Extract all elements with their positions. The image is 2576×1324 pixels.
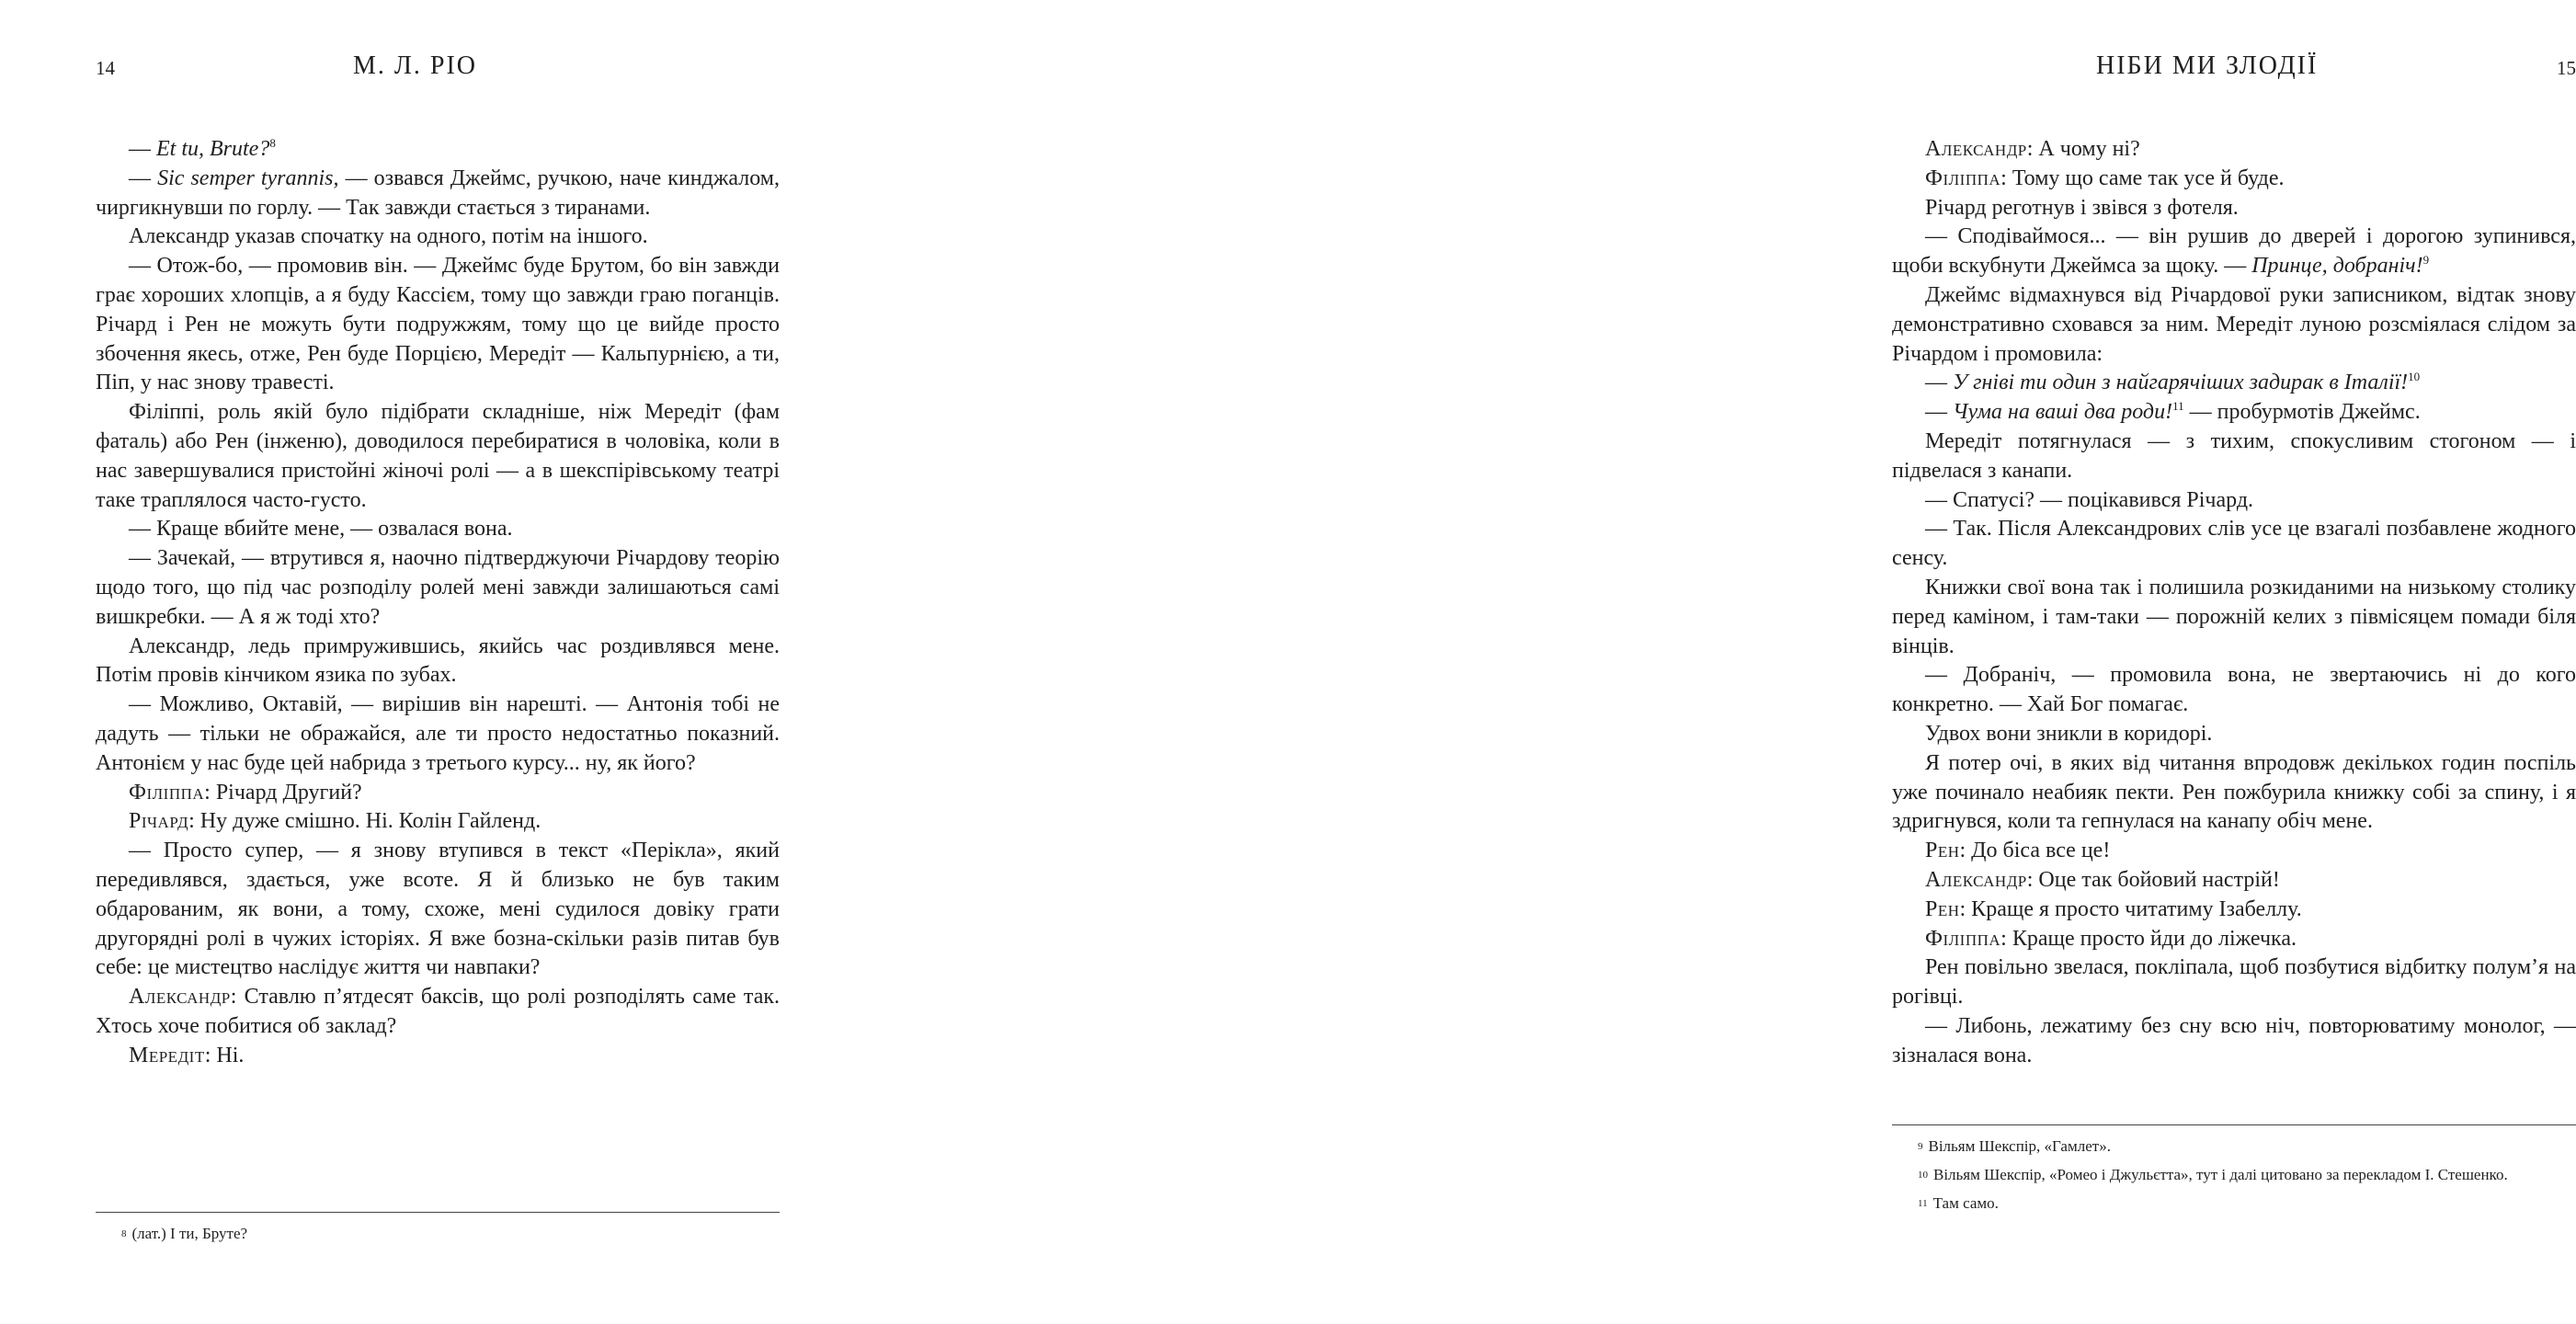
footnote-mark: 11: [1918, 1198, 1928, 1209]
text-run: —: [129, 166, 158, 190]
paragraph: [96, 135, 780, 165]
right-page-footnotes: [1892, 1132, 2576, 1217]
footnote: [1892, 1189, 2576, 1217]
right-page-header: [1892, 48, 2576, 85]
paragraph: [1892, 223, 2576, 281]
text-run: Мередіт потягнулася — з тихим, спокусливим стогоном — і підвелася з канапи.: [1892, 428, 2576, 483]
footnote-ref: 10: [2408, 370, 2421, 384]
paragraph: [96, 807, 780, 837]
page-number: 14: [96, 57, 115, 79]
right-page-body-text: [1892, 135, 2576, 1071]
paragraph: [96, 252, 780, 398]
text-run: — Так. Після Александрових слів усе це взагалі позбавлене жодного сенсу.: [1892, 517, 2576, 571]
italic-text: Sic semper tyrannis,: [157, 166, 339, 190]
italic-text: Чума на ваші два роди!: [1953, 400, 2173, 425]
running-head-book-title: НІБИ МИ ЗЛОДІЇ: [2096, 51, 2319, 80]
footnote-divider: [96, 1212, 780, 1213]
italic-text: Принце, добраніч!: [2251, 254, 2423, 279]
text-run: : Краще я просто читатиму Ізабеллу.: [1959, 896, 2302, 921]
paragraph: [1892, 896, 2576, 925]
footnote-text: Вільям Шекспір, «Ромео і Джульєтта», тут і далі цитовано за перекладом І. Стешенко.: [1933, 1166, 2508, 1183]
text-run: — Можливо, Октавій, — вирішив він нарешті. — Антонія тобі не дадуть — тільки не ображайся, але ти просто недостатньо показний. Антонієм у нас буде цей набрида з третього курсу... ну, як його?: [96, 692, 780, 775]
paragraph: [1892, 165, 2576, 194]
text-run: —: [1925, 400, 1953, 425]
footnote-mark: 9: [1918, 1141, 1923, 1152]
footnote-text: Там само.: [1932, 1194, 1999, 1212]
running-head-author: М. Л. РІО: [353, 51, 478, 80]
paragraph: [96, 691, 780, 778]
text-run: — Краще вбийте мене, — озвалася вона.: [129, 517, 513, 542]
footnote-text: Вільям Шекспір, «Гамлет».: [1928, 1137, 2111, 1155]
italic-text: Et tu, Brute?: [156, 137, 270, 161]
text-run: — Зачекай, — втрутився я, наочно підтверджуючи Річардову теорію щодо того, що під час розподілу ролей мені завжди залишаються самі вишкребки. — А я ж тоді хто?: [96, 546, 780, 629]
text-run: Александр, ледь примружившись, якийсь час роздивлявся мене. Потім провів кінчиком язика по зубах.: [96, 633, 780, 688]
text-run: — Сподіваймося... — він рушив до дверей і дорогою зупинився, щоби вскубнути Джеймса за щоку. —: [1892, 224, 2576, 279]
speaker-name: Рен: [1925, 896, 1960, 921]
paragraph: [96, 398, 780, 515]
paragraph: [1892, 428, 2576, 486]
paragraph: [1892, 398, 2576, 428]
text-run: —: [1925, 371, 1953, 395]
text-run: — озвався Джеймс, ручкою, наче кинджалом, чиргикнувши по горлу. — Так завжди стається з тиранами.: [96, 166, 780, 220]
speaker-name: Філіппа: [129, 780, 205, 805]
paragraph: [96, 165, 780, 223]
text-run: — Просто супер, — я знову втупився в текст «Перікла», який передивлявся, здається, уже всоте. Я й близько не був таким обдарованим, як вони, а тому, схоже, мені судилося довіку грати другорядні ролі в чужих історіях. Я вже бозна-скільки разів питав був себе: це мистецтво наслідує життя чи навпаки?: [96, 839, 780, 980]
footnote-ref: 11: [2172, 399, 2184, 414]
paragraph: [1892, 515, 2576, 574]
paragraph: [96, 544, 780, 632]
footnote-mark: 10: [1918, 1170, 1928, 1181]
text-run: : Ну дуже смішно. Ні. Колін Гайленд.: [188, 809, 541, 834]
paragraph: [1892, 486, 2576, 516]
text-run: Рен повільно звелася, покліпала, щоб позбутися відбитку полум’я на рогівці.: [1892, 955, 2576, 1010]
paragraph: [96, 223, 780, 252]
text-run: : Ні.: [204, 1043, 245, 1067]
paragraph: [1892, 281, 2576, 369]
footnote-ref: 8: [269, 136, 276, 150]
footnote-text: (лат.) І ти, Бруте?: [131, 1225, 248, 1242]
text-run: : А чому ні?: [2026, 137, 2140, 161]
paragraph: [1892, 837, 2576, 866]
paragraph: [96, 515, 780, 544]
paragraph: [1892, 661, 2576, 720]
text-run: : Річард Другий?: [204, 780, 362, 805]
paragraph: [96, 837, 780, 983]
right-page: [883, 0, 2576, 1324]
paragraph: [1892, 866, 2576, 896]
left-page-footnotes: [96, 1219, 780, 1248]
text-run: Я потер очі, в яких від читання впродовж декількох годин поспіль уже починало неабияк пекти. Рен пожбурила книжку собі за спину, і я здригнувся, коли та гепнулася на канапу обіч мене.: [1892, 750, 2576, 834]
text-run: Александр указав спочатку на одного, потім на іншого.: [129, 224, 648, 249]
footnote: [96, 1219, 780, 1248]
speaker-name: Рен: [1925, 839, 1960, 863]
paragraph: [96, 1042, 780, 1071]
text-run: : Тому що саме так усе й буде.: [2000, 166, 2285, 190]
paragraph: [96, 633, 780, 691]
left-page-body-text: [96, 135, 780, 1071]
text-run: Удвох вони зникли в коридорі.: [1925, 721, 2213, 746]
text-run: — пробурмотів Джеймс.: [2183, 400, 2421, 425]
text-run: Джеймс відмахнувся від Річардової руки записником, відтак знову демонстративно сховався за ним. Мередіт луною розсміялася слідом за Річардом і промовила:: [1892, 282, 2576, 366]
left-page-header: [96, 48, 780, 85]
speaker-name: Філіппа: [1925, 166, 2001, 190]
footnote-divider: [1892, 1124, 2576, 1125]
speaker-name: Александр: [129, 985, 231, 1010]
page-number: 15: [2557, 57, 2576, 79]
paragraph: [1892, 135, 2576, 165]
text-run: — Либонь, лежатиму без сну всю ніч, повторюватиму монолог, — зізналася вона.: [1892, 1013, 2576, 1067]
paragraph: [1892, 194, 2576, 223]
speaker-name: Філіппа: [1925, 926, 2001, 951]
text-run: : Краще просто йди до ліжечка.: [2000, 926, 2297, 951]
text-run: — Спатусі? — поцікавився Річард.: [1925, 487, 2254, 512]
paragraph: [1892, 749, 2576, 837]
footnote-ref: 9: [2422, 253, 2430, 268]
italic-text: У гніві ти один з найгарячіших задирак в Італії!: [1953, 371, 2409, 395]
text-run: Філіппі, роль якій було підібрати складніше, ніж Мередіт (фам фаталь) або Рен (інженю), доводилося перебиратися в чоловіка, коли в нас завершувалися пристойні жіночі ролі — а в шекспірівському театрі таке траплялося часто-густо.: [96, 400, 780, 512]
footnote: [1892, 1132, 2576, 1160]
paragraph: [1892, 1012, 2576, 1071]
text-run: : До біса все це!: [1959, 839, 2111, 863]
paragraph: [1892, 574, 2576, 661]
paragraph: [1892, 720, 2576, 749]
text-run: Книжки свої вона так і полишила розкиданими на низькому столику перед каміном, і там-таки — порожній келих з півмісяцем помади біля вінців.: [1892, 575, 2576, 658]
paragraph: [1892, 953, 2576, 1012]
footnote-mark: 8: [121, 1228, 127, 1239]
text-run: : Ставлю п’ятдесят баксів, що ролі розподілять саме так. Хтось хоче побитися об заклад?: [96, 985, 780, 1038]
text-run: Річард реготнув і звівся з фотеля.: [1925, 195, 2239, 220]
text-run: —: [129, 137, 156, 161]
paragraph: [1892, 369, 2576, 398]
speaker-name: Річард: [129, 809, 189, 834]
paragraph: [96, 983, 780, 1042]
speaker-name: Мередіт: [129, 1043, 205, 1067]
text-run: : Оце так бойовий настрій!: [2026, 867, 2280, 892]
text-run: — Отож-бо, — промовив він. — Джеймс буде Брутом, бо він завжди грає хороших хлопців, а я буду Кассієм, тому що завжди граю поганців. Річард і Рен не можуть бути подружжям, тому що це вийде просто збочення якесь, отже, Рен буде Порцією, Мередіт — Кальпурнією, а ти, Піп, у нас знову травесті.: [96, 254, 780, 395]
speaker-name: Александр: [1925, 137, 2027, 161]
paragraph: [1892, 925, 2576, 954]
footnote: [1892, 1160, 2576, 1189]
text-run: — Добраніч, — промовила вона, не звертаючись ні до кого конкретно. — Хай Бог помагає.: [1892, 663, 2576, 717]
paragraph: [96, 779, 780, 808]
left-page: [0, 0, 883, 1324]
speaker-name: Александр: [1925, 867, 2027, 892]
